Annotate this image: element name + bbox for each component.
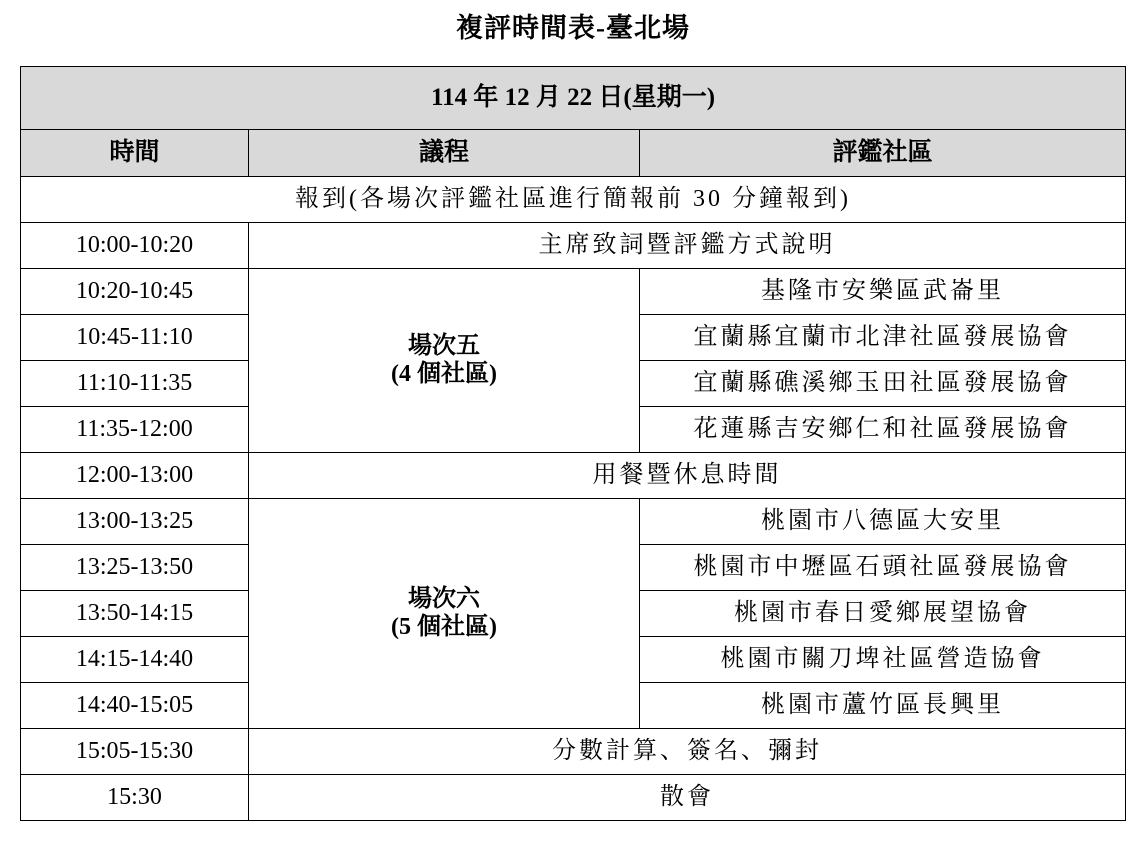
header-agenda: 議程 [249, 130, 640, 177]
community-cell: 宜蘭縣宜蘭市北津社區發展協會 [640, 315, 1126, 361]
time-cell: 11:35-12:00 [21, 407, 249, 453]
session5-cell [249, 269, 640, 453]
community-cell: 桃園市春日愛鄉展望協會 [640, 591, 1126, 637]
session6-title: 場次六 [408, 585, 480, 612]
community-cell: 桃園市關刀埤社區營造協會 [640, 637, 1126, 683]
time-cell: 11:10-11:35 [21, 361, 249, 407]
scoring-row [21, 729, 1126, 775]
time-cell: 10:00-10:20 [21, 223, 249, 269]
time-cell: 12:00-13:00 [21, 453, 249, 499]
session6-cell [249, 499, 640, 729]
page-title: 複評時間表-臺北場 [456, 13, 690, 43]
checkin-row [21, 177, 1126, 223]
closing-row [21, 775, 1126, 821]
time-cell: 15:05-15:30 [21, 729, 249, 775]
date-row [21, 67, 1126, 130]
session6-count: (5 個社區) [391, 613, 497, 640]
lunch-cell: 用餐暨休息時間 [249, 453, 1126, 499]
time-cell: 13:00-13:25 [21, 499, 249, 545]
header-time: 時間 [21, 130, 249, 177]
time-cell: 13:25-13:50 [21, 545, 249, 591]
opening-row [21, 223, 1126, 269]
community-cell: 花蓮縣吉安鄉仁和社區發展協會 [640, 407, 1126, 453]
table-row [21, 499, 1126, 545]
checkin-cell: 報到(各場次評鑑社區進行簡報前 30 分鐘報到) [21, 177, 1126, 223]
header-row [21, 130, 1126, 177]
session5-count: (4 個社區) [391, 360, 497, 387]
community-cell: 桃園市八德區大安里 [640, 499, 1126, 545]
community-cell: 基隆市安樂區武崙里 [640, 269, 1126, 315]
lunch-row [21, 453, 1126, 499]
schedule-table [20, 66, 1126, 821]
time-cell: 10:20-10:45 [21, 269, 249, 315]
time-cell: 10:45-11:10 [21, 315, 249, 361]
header-community: 評鑑社區 [640, 130, 1126, 177]
date-cell: 114 年 12 月 22 日(星期一) [21, 67, 1126, 130]
community-cell: 宜蘭縣礁溪鄉玉田社區發展協會 [640, 361, 1126, 407]
community-cell: 桃園市中壢區石頭社區發展協會 [640, 545, 1126, 591]
community-cell: 桃園市蘆竹區長興里 [640, 683, 1126, 729]
time-cell: 14:15-14:40 [21, 637, 249, 683]
time-cell: 13:50-14:15 [21, 591, 249, 637]
table-row [21, 269, 1126, 315]
time-cell: 15:30 [21, 775, 249, 821]
session5-title: 場次五 [408, 332, 480, 359]
time-cell: 14:40-15:05 [21, 683, 249, 729]
opening-cell: 主席致詞暨評鑑方式說明 [249, 223, 1126, 269]
closing-cell: 散會 [249, 775, 1126, 821]
scoring-cell: 分數計算、簽名、彌封 [249, 729, 1126, 775]
